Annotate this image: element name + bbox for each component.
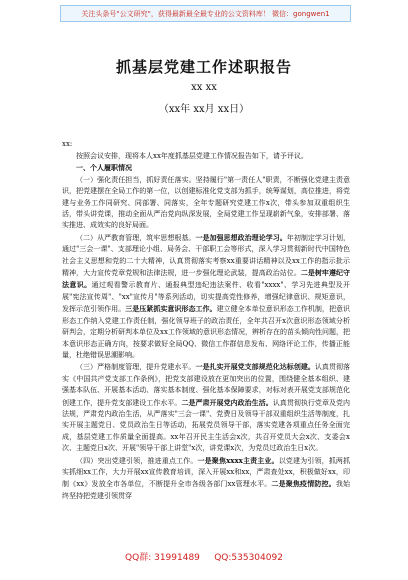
paragraph-text: 年初制定学习计划，通过"三会一课"、支部理论小组、局务会、干部职工会等形式，深入学习贯彻新时代中国特色社会主义思想和党的二十大精神，认真贯彻落实考察xx重要讲话精神以及xx工作的指示批示精神，大力宣传党章党规和法律法规，进一步强化理论武装，提高政治站位。 <box>62 233 351 278</box>
paragraph-lead: （三）严格制度管理，提升党建水平。 <box>76 363 196 372</box>
paragraph-text: 认真贯彻落实《中国共产党支部工作条例》，把党支部建设放在更加突出的位置，围绕健全基本组织、建强基本队伍、开展基本活动、落实基本制度、强化基本保障要求，对标对表开展党支部规范化创建工作，提升党支部建设工作水平。 <box>62 363 351 407</box>
paragraph-text: 认真贯彻执行党章及党内法规，严肃党内政治生活，从严落实"三会一课"、党费日及领导干部双重组织生活等制度，扎实开展主题党日、党员政治生日等活动，拓展党员领导干部，落实党建各项重点任务全面完成，基层党建工作质量全面提高。xx年召开民主生活会x次，共召开党员大会x次、支委会x次、主题党日x次、开展"领导干部上讲堂"x次，讲党课x次，为党员过政治生日x次。 <box>62 398 351 453</box>
intro-paragraph: 按照会议安排，现将本人xx年度抓基层党建工作情况报告如下，请予评议。 <box>76 152 308 160</box>
salutation: xx: <box>62 140 73 148</box>
author-line: xx xx <box>191 82 217 93</box>
section-heading <box>62 162 350 174</box>
paragraph-text: 以党建为引领，抓两抓实抓细xx工作，大力开展xx宣传教育培训，深入开展xx和xx，严肃查处xx，积极做好xx，印制《xx》发放全市各单位，不断提升全市各级各部门xx管理水平。 <box>62 456 351 489</box>
document-title: 抓基层党建工作述职报告 <box>115 58 292 76</box>
paragraph-key-work <box>62 455 350 503</box>
paragraph-text: 通过观看警示教育片、通报典型违纪违法案件、收看"xxxx"、学习先进典型及开展"宪法宣传周"、"xx"宣传月"等系列活动，切实提高党性修养，增强纪律意识、规矩意识，发挥示范引领作用。 <box>62 281 350 314</box>
paragraph-text: 建立健全本单位意识形态工作机制，把意识形态工作纳入党建工作责任制，强化领导班子的政治责任，全年共召开x次意识形态领域分析研判会，定期分析研判本单位及xx工作领域的意识形态情况，辨析存在的苗头倾向性问题，把本意识形态正确方向，按要求做好全局QQ、微信工作群信息发布、网络评论工作，传播正能量，杜绝错误思潮影响。 <box>62 305 351 359</box>
contact-footer: QQ群: 31991489 QQ:535304092 <box>125 553 283 563</box>
paragraph-system <box>62 361 350 454</box>
paragraph-responsibility: （一）强化责任担当，抓好责任落实。坚持履行"第一责任人"职责，不断强化党建主责意识，把党建摆在全局工作的第一位，以创建标准化党支部为抓手，统筹谋划，高位推进，将党建与业务工作同研究、同部署、同落实，全年专题研究党建工作x次，带头参加双重组织生活，带头讲党课，推动全面从严治党向纵深发展，全局党建工作呈现崭新气象，安排部署、落实推进、成效实的良好局面。 <box>62 175 350 230</box>
bold-point: 二是树牢遵纪守法意识。 <box>62 268 351 290</box>
date-line: （xx年 xx月 xx日） <box>158 104 250 115</box>
paragraph-lead: （二）从严教育管理，筑牢思想根基。 <box>76 233 196 242</box>
paragraph-lead: （四）突出党建引领，推进重点工作。 <box>76 456 198 465</box>
bold-point: 一是加强思想政治理论学习。 <box>195 232 287 242</box>
bold-point: 一是扎实开展党支部规范化达标创建。 <box>195 362 315 372</box>
bold-point: 一是聚焦xxxx主责主业。 <box>197 455 279 465</box>
paragraph-education <box>62 232 350 361</box>
section-heading-text: 一、个人履职情况 <box>76 163 132 173</box>
bold-point: 二是聚焦疫情防控。 <box>271 479 336 489</box>
paragraph-text: 我始终坚持把党建引领贯穿 <box>62 480 351 500</box>
bold-point: 三是压紧抓实意识形态工作。 <box>125 304 217 314</box>
bold-point: 二是严肃开展党内政治生活。 <box>181 397 273 407</box>
promo-banner[interactable]: 关注头条号"公文研究"，获得最新最全最专业的公文资料库！ 微信：gongwen1 <box>60 5 351 22</box>
document-body <box>62 151 350 502</box>
